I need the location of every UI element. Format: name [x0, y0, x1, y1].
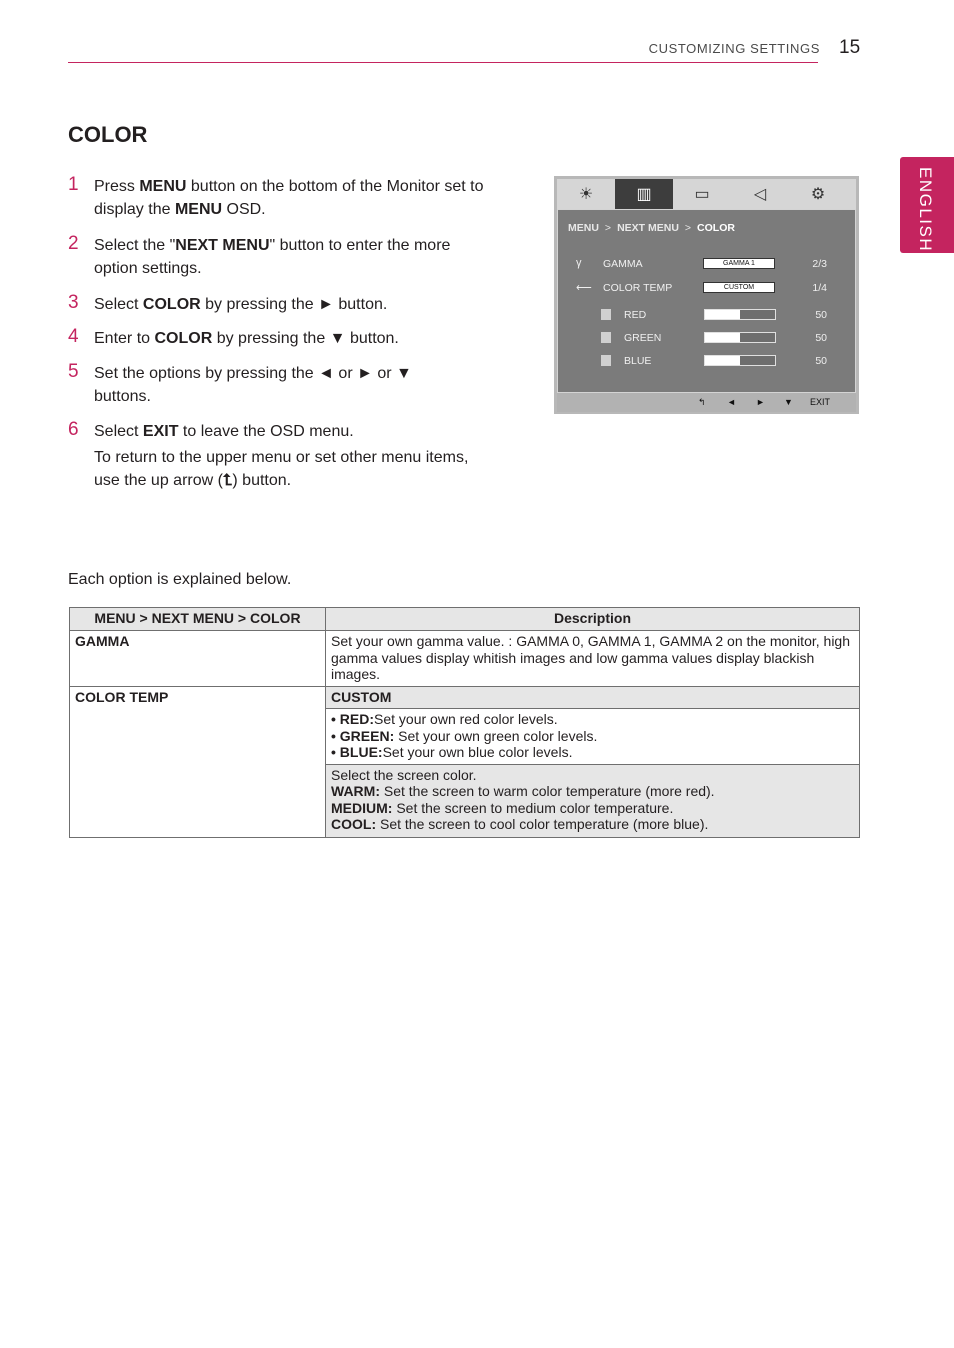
language-tab-label: ENGLISH: [916, 167, 935, 253]
table-header: MENU > NEXT MENU > COLOR: [70, 608, 326, 631]
red-swatch: [601, 309, 611, 320]
osd-color-temp-row: ⟵ COLOR TEMP CUSTOM 1/4: [576, 282, 827, 294]
table-description: Select the screen color. WARM: Set the screen to warm color temperature (more red). MEDIUM: Set the screen to medium color temperature. COOL: Set the screen to cool color temperature (more blue).: [326, 764, 860, 837]
table-subheading: CUSTOM: [326, 686, 860, 709]
step-number: 1: [68, 174, 79, 195]
right-arrow-icon: ►: [756, 397, 765, 407]
blue-swatch: [601, 355, 611, 366]
up-arrow-icon: ⮤: [222, 471, 233, 489]
step-number: 3: [68, 292, 79, 313]
exit-label: EXIT: [810, 397, 831, 407]
color-temp-value-box: CUSTOM: [703, 282, 775, 293]
table-row: [70, 686, 860, 709]
table-description: Set your own gamma value. : GAMMA 0, GAMMA 1, GAMMA 2 on the monitor, high gamma values display whitish images and low gamma values display blackish images.: [326, 631, 860, 687]
sound-icon: ◁: [753, 186, 767, 203]
down-arrow-icon: ▼: [784, 397, 793, 407]
step-text: Enter to COLOR by pressing the ▼ button.: [94, 330, 399, 347]
step-text: Press MENU button on the bottom of the Monitor set to display the MENU OSD.: [94, 178, 484, 218]
header-rule: [68, 62, 818, 63]
up-arrow-icon: ↰: [698, 397, 706, 407]
osd-blue-row: BLUE 50: [558, 354, 855, 370]
step-number: 6: [68, 419, 79, 440]
osd-footer: [557, 393, 856, 412]
green-level-bar: [704, 332, 776, 343]
table-description: • RED:Set your own red color levels. • GREEN: Set your own green color levels. • BLUE:Set your own blue color levels.: [326, 709, 860, 765]
red-level-bar: [704, 309, 776, 320]
osd-gamma-row: γ GAMMA GAMMA 1 2/3: [576, 257, 827, 270]
settings-icon: ⚙: [810, 186, 826, 203]
osd-red-row: RED 50: [558, 308, 855, 324]
osd-green-row: GREEN 50: [558, 331, 855, 347]
step-text: Select COLOR by pressing the ► button.: [94, 296, 388, 313]
osd-panel: [557, 209, 856, 393]
step-number: 4: [68, 326, 79, 347]
color-icon: ▥: [615, 179, 673, 209]
left-arrow-icon: ◄: [727, 397, 736, 407]
table-key: COLOR TEMP: [70, 686, 326, 837]
color-temp-icon: ⟵: [576, 282, 592, 294]
intro-text: Each option is explained below.: [68, 571, 292, 588]
step-number: 2: [68, 233, 79, 254]
page-number: 15: [839, 37, 861, 58]
gamma-icon: γ: [576, 257, 582, 269]
step-note: To return to the upper menu or set other menu items, use the up arrow (⮤) button.: [94, 447, 494, 492]
language-tab: [900, 157, 954, 253]
green-swatch: [601, 332, 611, 343]
blue-level-bar: [704, 355, 776, 366]
step-text: Set the options by pressing the ◄ or ► or ▼ buttons.: [94, 365, 412, 405]
osd-screenshot: [554, 176, 859, 414]
table-key: GAMMA: [70, 631, 326, 687]
screen-icon: ▭: [694, 186, 710, 203]
table-header-row: [70, 608, 860, 631]
step-text: Select the "NEXT MENU" button to enter the more option settings.: [94, 237, 451, 277]
osd-breadcrumb: MENU > NEXT MENU > COLOR: [568, 222, 735, 234]
table-header: Description: [326, 608, 860, 631]
table-row: [70, 631, 860, 687]
gamma-value-box: GAMMA 1: [703, 258, 775, 269]
step-text: Select EXIT to leave the OSD menu.: [94, 423, 354, 440]
brightness-icon: ☀: [578, 186, 594, 203]
section-header: CUSTOMIZING SETTINGS: [648, 41, 820, 56]
osd-tab-bar: [557, 179, 856, 209]
option-table: [69, 607, 860, 838]
step-number: 5: [68, 361, 79, 382]
page-title: COLOR: [68, 122, 148, 147]
